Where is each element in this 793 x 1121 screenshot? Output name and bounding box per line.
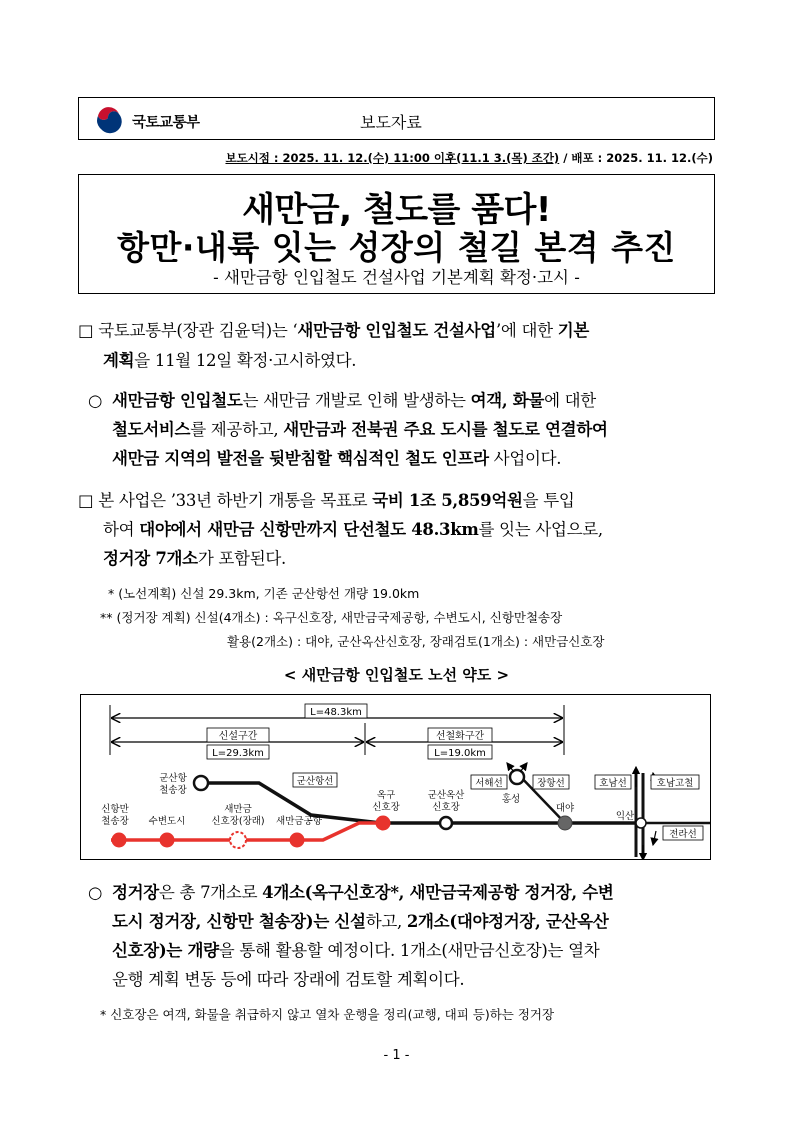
label-saemangeum-1: 새만금 <box>224 804 252 815</box>
embargo-separator: / <box>559 151 572 165</box>
new-length-label: L=29.3km <box>212 748 264 759</box>
janghang-arrow <box>520 763 527 772</box>
new-section-label: 신설구간 <box>218 731 258 742</box>
paragraph-4-line-3: 신호장)는 개량을 통해 활용할 예정이다. 1개소(새만금신호장)는 열차 <box>112 941 600 960</box>
release-time: 보도시점 : 2025. 11. 12.(수) 11:00 이후(11.1 3.(목) 조간) <box>225 151 560 165</box>
distribution-time: 배포 : 2025. 11. 12.(수) <box>571 151 713 165</box>
station-iksan <box>636 818 646 828</box>
subtitle: - 새만금항 인입철도 건설사업 기본계획 확정·고시 - <box>213 268 580 287</box>
label-okgu-1: 옥구 <box>376 790 396 801</box>
route-map-svg <box>81 695 711 860</box>
label-honam-hsr: 호남고철 <box>656 778 694 789</box>
paragraph-3-line-3: 정거장 7개소가 포함된다. <box>103 549 286 568</box>
label-honam-line: 호남선 <box>599 778 627 789</box>
title-line-2: 항만·내륙 잇는 성장의 철길 본격 추진 <box>117 228 676 267</box>
footnote-signal-station: * 신호장은 여객, 화물을 취급하지 않고 열차 운행을 정리(교행, 대피 등)하는 정거장 <box>100 1007 555 1022</box>
station-okgu <box>376 816 390 830</box>
label-oksan-2: 신호장 <box>432 802 460 813</box>
label-seohae-line: 서해선 <box>475 778 503 789</box>
label-iksan: 익산 <box>615 811 635 822</box>
label-subyeon: 수변도시 <box>148 816 186 827</box>
station-daeya <box>558 816 572 830</box>
label-gunsanhang-1: 군산항 <box>159 773 187 784</box>
title-line-1: 새만금, 철도를 품다! <box>242 190 551 230</box>
ministry-name: 국토교통부 <box>132 115 200 131</box>
station-oksan <box>440 817 452 829</box>
label-gunsanhang-line: 군산항선 <box>296 776 334 787</box>
hongseong-junction <box>510 770 524 784</box>
paragraph-3-line-1: □ 본 사업은 ’33년 하반기 개통을 목표로 국비 1조 5,859억원을 투입 <box>78 491 575 510</box>
paragraph-1-line-2: 계획을 11월 12일 확정·고시하였다. <box>103 351 357 370</box>
station-airport <box>290 833 304 847</box>
embargo-line <box>225 150 713 166</box>
total-length-label: L=48.3km <box>310 707 362 718</box>
station-sinhangman <box>112 833 126 847</box>
label-janghang-line: 장항선 <box>537 778 565 789</box>
label-sinhangman-2: 철송장 <box>101 816 129 827</box>
paragraph-2-line-2: 철도서비스를 제공하고, 새만금과 전북권 주요 도시를 철도로 연결하여 <box>112 420 608 439</box>
station-saemangeum <box>230 832 246 848</box>
paragraph-1-line-1: □ 국토교통부(장관 김윤덕)는 ‘새만금항 인입철도 건설사업’에 대한 기본 <box>78 321 589 340</box>
square-bullet: □ <box>78 491 94 510</box>
paragraph-4-line-2: 도시 정거장, 신항만 철송장)는 신설하고, 2개소(대야정거장, 군산옥산 <box>112 912 609 931</box>
route-diagram <box>80 694 711 860</box>
paragraph-2-line-3: 새만금 지역의 발전을 뒷받침할 핵심적인 철도 인프라 사업이다. <box>112 449 562 468</box>
upgrade-length-label: L=19.0km <box>434 748 486 759</box>
circle-bullet: ○ <box>88 883 103 902</box>
label-saemangeum-2: 신호장(장래) <box>211 816 265 827</box>
note-route-plan: * (노선계획) 신설 29.3km, 기존 군산항선 개량 19.0km <box>108 586 420 601</box>
square-bullet: □ <box>78 321 94 340</box>
paragraph-2-line-1: ○ 새만금항 인입철도는 새만금 개발로 인해 발생하는 여객, 화물에 대한 <box>88 391 596 410</box>
paragraph-4-line-4: 운행 계획 변동 등에 따라 장래에 검토할 계획이다. <box>112 970 465 989</box>
station-gunsanhang <box>194 776 208 790</box>
label-oksan-1: 군산옥산 <box>427 790 465 801</box>
press-release-label: 보도자료 <box>360 113 422 132</box>
label-gunsanhang-2: 철송장 <box>159 785 187 796</box>
station-subyeon <box>160 833 174 847</box>
circle-bullet: ○ <box>88 391 103 410</box>
figure-caption: < 새만금항 인입철도 노선 약도 > <box>283 666 510 684</box>
jeolla-arrow <box>653 831 656 845</box>
page-number: - 1 - <box>383 1048 410 1063</box>
label-daeya: 대야 <box>555 803 575 814</box>
note-station-plan: ** (정거장 계획) 신설(4개소) : 옥구신호장, 새만금국제공항, 수변도시, 신항만철송장 <box>100 610 563 625</box>
label-airport: 새만금공항 <box>276 816 322 827</box>
seohae-arrow <box>507 763 514 772</box>
paragraph-4-line-1: ○ 정거장은 총 7개소로 4개소(옥구신호장*, 새만금국제공항 정거장, 수변 <box>88 883 614 902</box>
paragraph-3-line-2: 하여 대야에서 새만금 신항만까지 단선철도 48.3km를 잇는 사업으로, <box>103 520 603 539</box>
label-hongseong: 홍성 <box>501 794 521 805</box>
label-sinhangman-1: 신항만 <box>101 804 129 815</box>
note-station-plan-cont: 활용(2개소) : 대야, 군산옥산신호장, 장래검토(1개소) : 새만금신호장 <box>227 634 605 649</box>
korea-government-taegeuk-icon <box>94 104 124 134</box>
label-jeolla-line: 전라선 <box>669 829 697 840</box>
upgrade-section-label: 선철화구간 <box>435 731 485 742</box>
label-okgu-2: 신호장 <box>372 802 400 813</box>
